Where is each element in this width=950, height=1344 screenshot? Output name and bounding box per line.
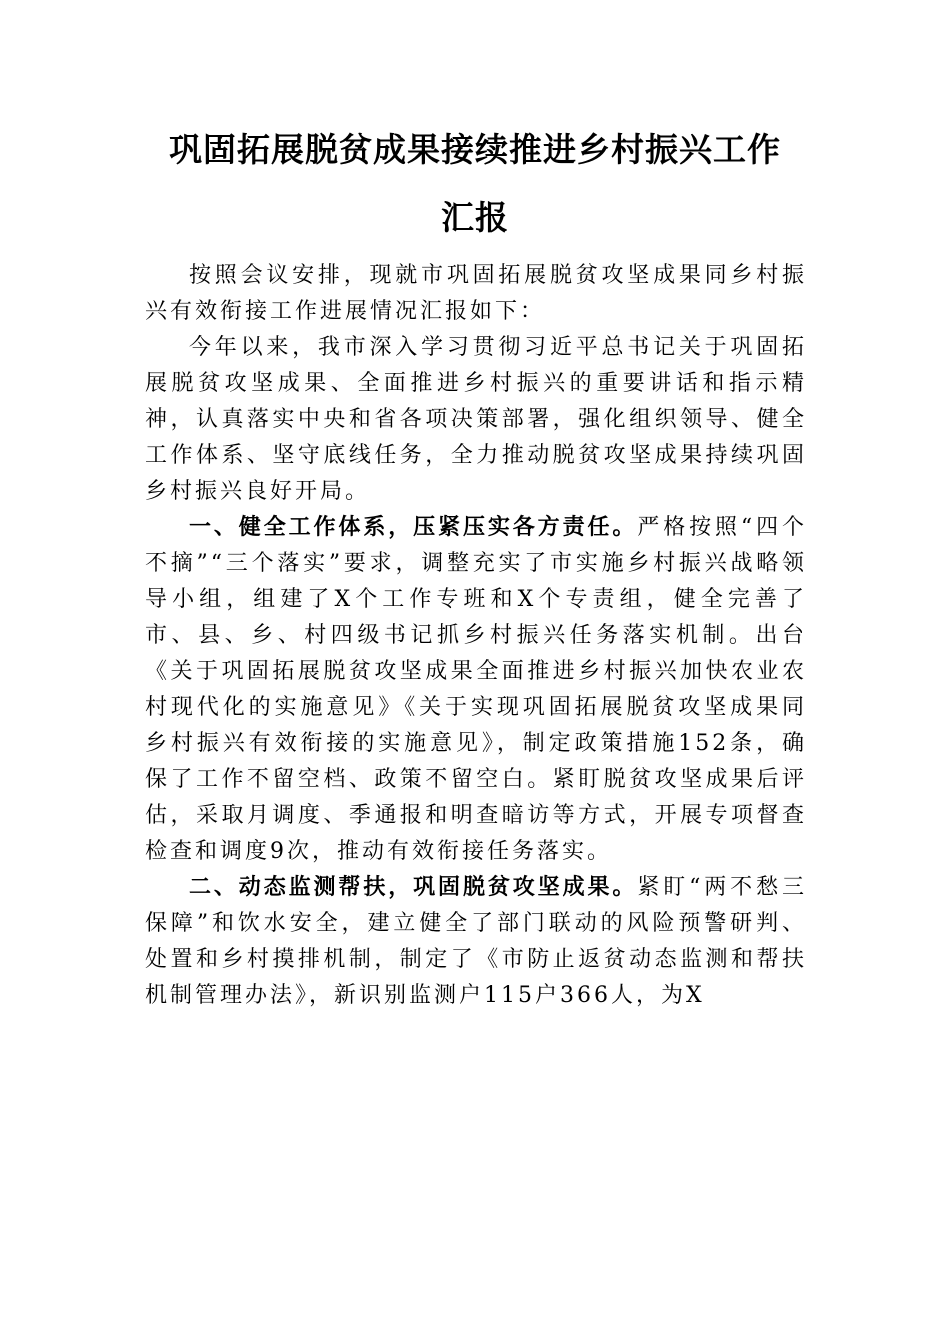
paragraph-intro: [145, 258, 807, 330]
paragraph-overview: [145, 330, 807, 510]
document-title-line1: 巩固拓展脱贫成果接续推进乡村振兴工作: [169, 130, 781, 169]
paragraph-section-1: [145, 510, 807, 870]
paragraph-text: 今年以来，我市深入学习贯彻习近平总书记关于巩固拓展脱贫攻坚成果、全面推进乡村振兴的重要讲话和指示精神，认真落实中央和省各项决策部署，强化组织领导、健全工作体系、坚守底线任务，全力推动脱贫攻坚成果持续巩固乡村振兴良好开局。: [145, 335, 807, 504]
section-heading: 一、健全工作体系，压紧压实各方责任。: [189, 515, 638, 540]
paragraph-text: 严格按照“四个不摘”“三个落实”要求，调整充实了市实施乡村振兴战略领导小组，组建了X个工作专班和X个专责组，健全完善了市、县、乡、村四级书记抓乡村振兴任务落实机制。出台《关于巩固拓展脱贫攻坚成果全面推进乡村振兴加快农业农村现代化的实施意见》《关于实现巩固拓展脱贫攻坚成果同乡村振兴有效衔接的实施意见》，制定政策措施152条，确保了工作不留空档、政策不留空白。紧盯脱贫攻坚成果后评估，采取月调度、季通报和明查暗访等方式，开展专项督查检查和调度9次，推动有效衔接任务落实。: [145, 515, 807, 864]
document-body: [145, 258, 807, 1014]
paragraph-section-2: [145, 870, 807, 1014]
section-heading: 二、动态监测帮扶，巩固脱贫攻坚成果。: [189, 875, 638, 900]
paragraph-text: 紧盯“两不愁三保障”和饮水安全，建立健全了部门联动的风险预警研判、处置和乡村摸排机制，制定了《市防止返贫动态监测和帮扶机制管理办法》，新识别监测户115户366人，为X: [145, 875, 807, 1008]
document-title-line2: 汇报: [441, 198, 509, 237]
paragraph-text: 按照会议安排，现就市巩固拓展脱贫攻坚成果同乡村振兴有效衔接工作进展情况汇报如下：: [145, 263, 807, 324]
